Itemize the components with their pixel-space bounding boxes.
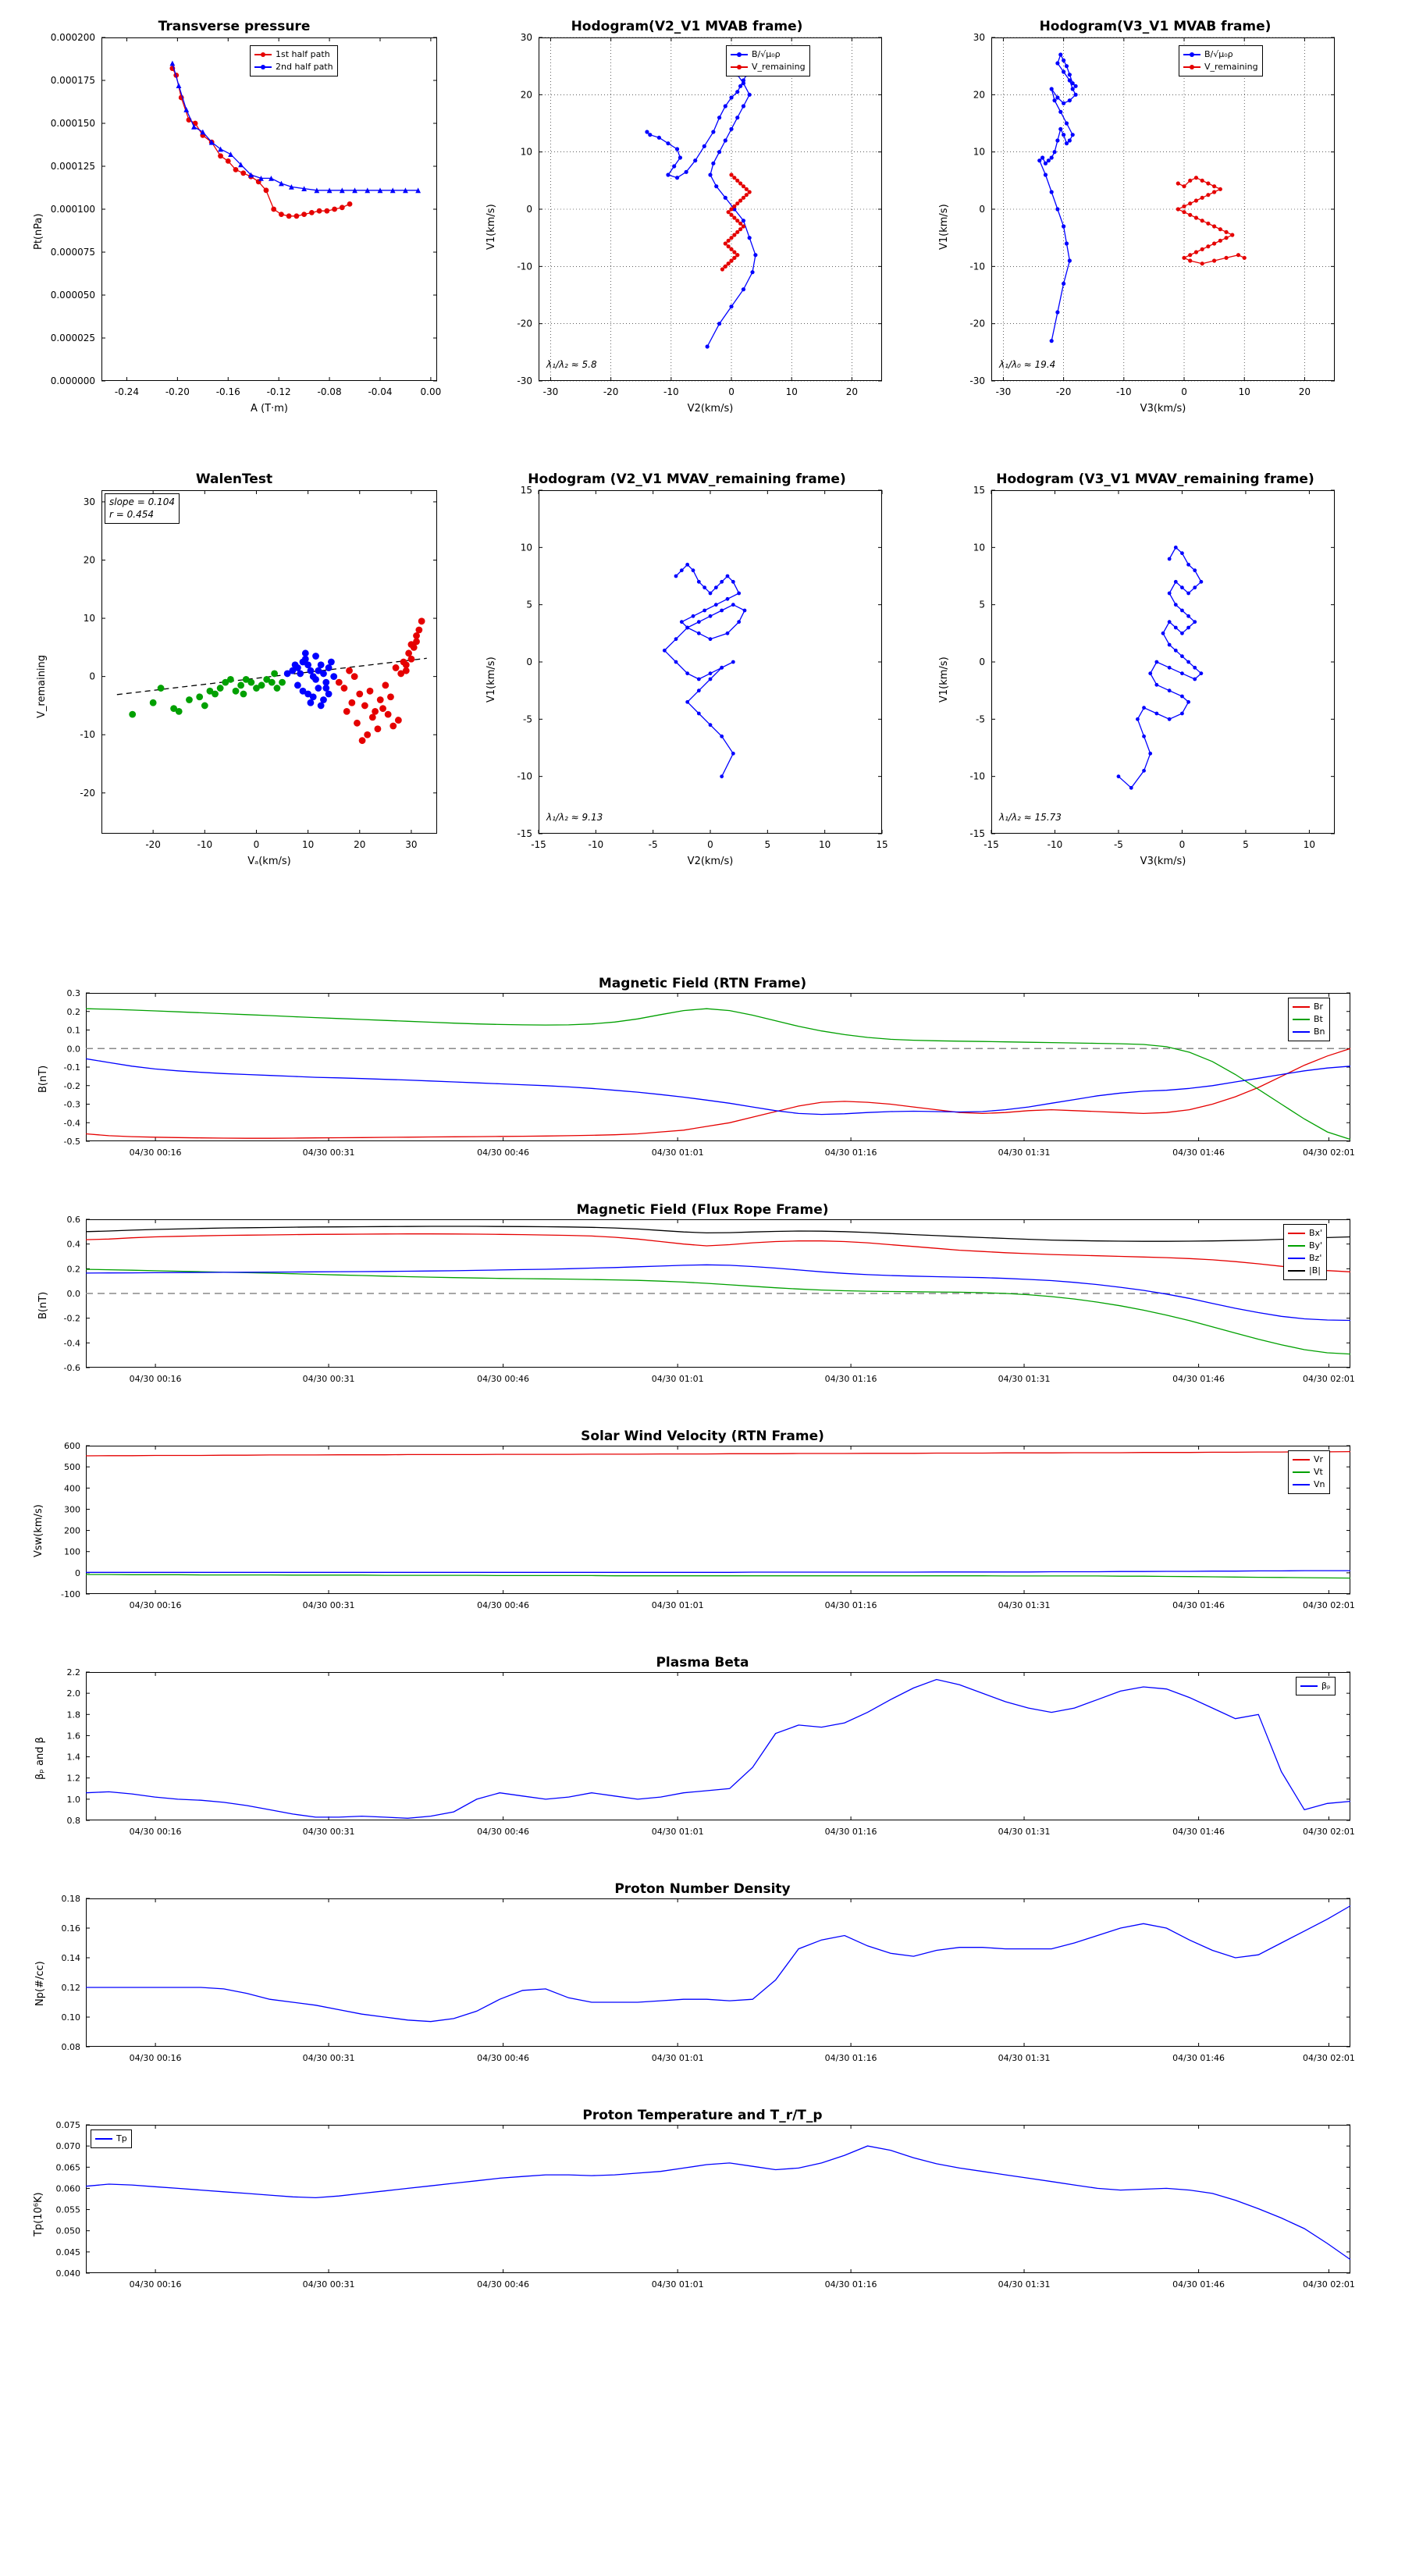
chart-title: Hodogram (V3_V1 MVAV_remaining frame): [996, 471, 1314, 487]
svg-text:-0.3: -0.3: [63, 1099, 80, 1110]
legend-swatch: [1300, 1685, 1318, 1687]
svg-text:-0.2: -0.2: [63, 1080, 80, 1091]
svg-text:-20: -20: [603, 386, 619, 397]
svg-text:1.4: 1.4: [66, 1752, 80, 1763]
legend-item: [1293, 1453, 1325, 1466]
svg-text:0.12: 0.12: [61, 1983, 80, 1993]
svg-text:-0.5: -0.5: [63, 1137, 80, 1147]
svg-text:10: 10: [1238, 386, 1250, 397]
legend: [1179, 45, 1263, 76]
svg-text:5: 5: [1243, 839, 1249, 850]
svg-text:0.055: 0.055: [55, 2204, 80, 2215]
legend-item: [731, 48, 806, 61]
svg-text:20: 20: [1298, 386, 1311, 397]
svg-text:0.050: 0.050: [55, 2226, 80, 2236]
svg-text:-30: -30: [969, 375, 985, 386]
svg-text:10: 10: [520, 542, 532, 553]
svg-text:04/30 00:16: 04/30 00:16: [129, 1600, 182, 1610]
svg-text:10: 10: [819, 839, 831, 850]
svg-text:-5: -5: [976, 713, 985, 725]
svg-text:0: 0: [1181, 386, 1187, 397]
legend-item: [1288, 1227, 1322, 1240]
svg-text:10: 10: [1303, 839, 1316, 850]
svg-text:0: 0: [1179, 839, 1186, 850]
panel-walen-test: [16, 468, 453, 882]
svg-text:200: 200: [64, 1525, 80, 1536]
svg-text:2.2: 2.2: [66, 1667, 80, 1678]
chart-title: Hodogram(V2_V1 MVAB frame): [571, 19, 803, 34]
legend: [1288, 1450, 1330, 1494]
legend-label: Vn: [1314, 1478, 1325, 1489]
chart-title: Transverse pressure: [158, 19, 311, 34]
svg-text:04/30 00:46: 04/30 00:46: [477, 2053, 530, 2063]
svg-text:0.060: 0.060: [55, 2183, 80, 2194]
svg-text:0.0: 0.0: [66, 1289, 80, 1299]
panel-plasma-beta: [16, 1655, 1389, 1858]
legend-item: [1293, 1026, 1325, 1038]
svg-text:500: 500: [64, 1462, 80, 1473]
svg-text:04/30 01:46: 04/30 01:46: [1172, 1600, 1225, 1610]
legend: [250, 45, 338, 76]
svg-text:-30: -30: [542, 386, 559, 397]
svg-text:0.070: 0.070: [55, 2141, 80, 2152]
legend-swatch: [1293, 1471, 1310, 1473]
svg-text:04/30 01:01: 04/30 01:01: [651, 2053, 704, 2063]
slope-value: slope = 0.104: [109, 496, 175, 507]
svg-text:-10: -10: [1047, 839, 1063, 850]
svg-text:04/30 01:31: 04/30 01:31: [998, 2279, 1051, 2290]
eigenvalue-ratio-annotation: λ₁/λ₂ ≈ 9.13: [546, 812, 603, 823]
svg-text:0.000025: 0.000025: [50, 333, 95, 343]
chart-title: Magnetic Field (Flux Rope Frame): [576, 1202, 829, 1218]
y-axis-label: V1(km/s): [486, 656, 497, 703]
correlation-value: r = 0.454: [109, 508, 154, 520]
svg-text:-0.4: -0.4: [63, 1338, 80, 1349]
svg-text:10: 10: [83, 613, 95, 624]
svg-text:10: 10: [785, 386, 798, 397]
legend-label: B/√μ₀ρ: [752, 49, 781, 59]
svg-text:0: 0: [728, 386, 735, 397]
svg-text:-20: -20: [969, 318, 985, 329]
legend: [1296, 1677, 1336, 1695]
svg-text:04/30 02:01: 04/30 02:01: [1303, 1147, 1355, 1158]
svg-text:-0.20: -0.20: [165, 386, 190, 397]
svg-text:04/30 01:31: 04/30 01:31: [998, 1374, 1051, 1384]
svg-text:-15: -15: [517, 828, 532, 839]
y-axis-label: Np(#/cc): [34, 1961, 46, 2006]
legend-label: Tp: [116, 2133, 127, 2144]
y-axis-label: Vsw(km/s): [33, 1504, 44, 1557]
svg-text:04/30 00:16: 04/30 00:16: [129, 1147, 182, 1158]
eigenvalue-ratio-annotation: λ₁/λ₂ ≈ 5.8: [546, 359, 597, 370]
svg-text:-5: -5: [523, 713, 532, 725]
svg-text:04/30 01:31: 04/30 01:31: [998, 1827, 1051, 1837]
legend-item: [1183, 61, 1258, 73]
svg-text:15: 15: [876, 839, 888, 850]
svg-text:0.8: 0.8: [66, 1816, 80, 1826]
svg-text:04/30 00:46: 04/30 00:46: [477, 1147, 530, 1158]
svg-text:04/30 00:16: 04/30 00:16: [129, 2279, 182, 2290]
panel-hodogram-v3-mvab: [921, 16, 1389, 429]
svg-text:20: 20: [354, 839, 366, 850]
svg-text:10: 10: [973, 146, 985, 158]
svg-text:-0.4: -0.4: [63, 1118, 80, 1129]
svg-text:04/30 02:01: 04/30 02:01: [1303, 1827, 1355, 1837]
svg-text:0: 0: [89, 671, 95, 682]
svg-text:-15: -15: [531, 839, 546, 850]
svg-text:0.3: 0.3: [66, 988, 80, 998]
legend-label: By': [1309, 1240, 1323, 1251]
legend-swatch: [1293, 1031, 1310, 1033]
svg-text:04/30 00:31: 04/30 00:31: [302, 2279, 355, 2290]
svg-text:1.6: 1.6: [66, 1731, 80, 1742]
panel-proton-number-density: [16, 1881, 1389, 2084]
svg-text:0.2: 0.2: [66, 1006, 80, 1017]
svg-text:0.6: 0.6: [66, 1215, 80, 1225]
x-axis-label: Vₐ(km/s): [247, 856, 291, 867]
svg-text:10: 10: [973, 542, 985, 553]
legend-item: [1183, 48, 1258, 61]
svg-text:30: 30: [973, 32, 985, 43]
svg-text:10: 10: [520, 146, 532, 158]
svg-text:-0.2: -0.2: [63, 1313, 80, 1324]
legend-item: [731, 61, 806, 73]
legend-swatch: [1288, 1258, 1305, 1259]
x-axis-label: V3(km/s): [1140, 856, 1186, 867]
svg-text:0.000000: 0.000000: [50, 375, 95, 386]
svg-text:0.045: 0.045: [55, 2247, 80, 2258]
svg-text:20: 20: [520, 89, 532, 101]
svg-text:04/30 00:16: 04/30 00:16: [129, 1827, 182, 1837]
svg-text:04/30 01:31: 04/30 01:31: [998, 1147, 1051, 1158]
chart-title: Proton Number Density: [614, 1881, 791, 1897]
svg-text:-30: -30: [995, 386, 1012, 397]
svg-text:04/30 00:16: 04/30 00:16: [129, 2053, 182, 2063]
legend: [91, 2129, 132, 2148]
svg-text:20: 20: [83, 554, 95, 566]
svg-text:0: 0: [253, 839, 260, 850]
chart-title: Hodogram(V3_V1 MVAB frame): [1039, 19, 1272, 34]
svg-text:0.000100: 0.000100: [50, 204, 95, 215]
svg-text:04/30 01:31: 04/30 01:31: [998, 2053, 1051, 2063]
svg-text:04/30 01:46: 04/30 01:46: [1172, 1827, 1225, 1837]
svg-text:-10: -10: [517, 770, 532, 782]
svg-text:04/30 01:31: 04/30 01:31: [998, 1600, 1051, 1610]
svg-text:-10: -10: [517, 261, 532, 272]
legend-item: [254, 61, 333, 73]
svg-text:04/30 01:16: 04/30 01:16: [824, 2279, 877, 2290]
panel-hodogram-v3-mvav: [921, 468, 1389, 882]
svg-text:600: 600: [64, 1441, 80, 1451]
svg-text:-10: -10: [969, 261, 985, 272]
svg-text:-10: -10: [197, 839, 213, 850]
svg-text:5: 5: [526, 599, 532, 610]
legend: [1288, 998, 1330, 1041]
svg-text:0.16: 0.16: [61, 1923, 80, 1934]
legend-swatch: [95, 2138, 112, 2140]
panel-solar-wind-velocity: [16, 1429, 1389, 1631]
svg-text:30: 30: [520, 32, 532, 43]
svg-text:-15: -15: [984, 839, 999, 850]
svg-text:0: 0: [526, 656, 532, 667]
svg-text:04/30 00:31: 04/30 00:31: [302, 1147, 355, 1158]
svg-text:-20: -20: [1055, 386, 1072, 397]
x-axis-label: V3(km/s): [1140, 403, 1186, 415]
chart-title: Magnetic Field (RTN Frame): [598, 976, 807, 991]
legend-item: [1300, 1680, 1331, 1692]
svg-text:-10: -10: [969, 770, 985, 782]
svg-text:-100: -100: [61, 1589, 80, 1599]
panel-hodogram-v2-mvav: [468, 468, 905, 882]
svg-text:-0.1: -0.1: [63, 1062, 80, 1073]
svg-text:-15: -15: [969, 828, 985, 839]
svg-text:0.040: 0.040: [55, 2268, 80, 2279]
eigenvalue-ratio-annotation: λ₁/λ₂ ≈ 15.73: [999, 812, 1062, 823]
legend: [726, 45, 810, 76]
legend-swatch: [1293, 1484, 1310, 1485]
svg-text:04/30 00:16: 04/30 00:16: [129, 1374, 182, 1384]
legend-item: [1293, 1478, 1325, 1491]
svg-text:04/30 01:01: 04/30 01:01: [651, 2279, 704, 2290]
svg-text:0.08: 0.08: [61, 2042, 80, 2052]
legend-label: Bz': [1309, 1252, 1322, 1263]
svg-text:-10: -10: [80, 729, 95, 741]
y-axis-label: V_remaining: [36, 654, 48, 718]
legend-swatch: [1293, 1019, 1310, 1020]
svg-text:15: 15: [973, 485, 985, 496]
svg-text:100: 100: [64, 1546, 80, 1557]
svg-text:04/30 00:31: 04/30 00:31: [302, 1827, 355, 1837]
svg-text:0: 0: [979, 204, 985, 215]
svg-text:04/30 02:01: 04/30 02:01: [1303, 1600, 1355, 1610]
legend-label: V_remaining: [752, 61, 806, 72]
y-axis-label: Pt(nPa): [33, 213, 44, 250]
legend-label: βₚ: [1321, 1681, 1331, 1691]
svg-text:-10: -10: [1116, 386, 1132, 397]
legend-item: [1293, 1001, 1325, 1013]
svg-text:04/30 01:46: 04/30 01:46: [1172, 1147, 1225, 1158]
legend-item: [254, 48, 333, 61]
svg-text:-20: -20: [145, 839, 161, 850]
svg-text:5: 5: [979, 599, 985, 610]
svg-text:04/30 00:31: 04/30 00:31: [302, 1600, 355, 1610]
x-axis-label: A (T·m): [251, 403, 288, 415]
svg-text:04/30 01:16: 04/30 01:16: [824, 1147, 877, 1158]
svg-text:0.065: 0.065: [55, 2162, 80, 2173]
legend-swatch: [1293, 1459, 1310, 1461]
panel-magnetic-field-rtn: [16, 976, 1389, 1179]
legend-label: Vr: [1314, 1454, 1324, 1464]
svg-text:-0.24: -0.24: [114, 386, 139, 397]
svg-text:-10: -10: [588, 839, 604, 850]
svg-text:0: 0: [75, 1567, 80, 1578]
svg-text:30: 30: [405, 839, 418, 850]
svg-text:04/30 01:16: 04/30 01:16: [824, 1374, 877, 1384]
svg-text:-0.12: -0.12: [266, 386, 291, 397]
svg-text:0.14: 0.14: [61, 1953, 80, 1963]
svg-text:2.0: 2.0: [66, 1688, 80, 1699]
svg-text:04/30 01:16: 04/30 01:16: [824, 1827, 877, 1837]
svg-text:0.075: 0.075: [55, 2120, 80, 2130]
svg-text:-30: -30: [517, 375, 532, 386]
svg-text:1.8: 1.8: [66, 1710, 80, 1720]
legend-label: 1st half path: [276, 49, 330, 59]
svg-text:0.4: 0.4: [66, 1239, 80, 1250]
legend-label: Br: [1314, 1002, 1324, 1012]
y-axis-label: V1(km/s): [938, 204, 950, 250]
svg-text:04/30 01:46: 04/30 01:46: [1172, 2279, 1225, 2290]
svg-text:0.1: 0.1: [66, 1025, 80, 1036]
svg-text:0: 0: [707, 839, 713, 850]
svg-text:04/30 01:46: 04/30 01:46: [1172, 2053, 1225, 2063]
svg-text:0.00: 0.00: [420, 386, 442, 397]
legend-label: Vt: [1314, 1466, 1323, 1477]
svg-text:04/30 02:01: 04/30 02:01: [1303, 2053, 1355, 2063]
legend-item: [1293, 1013, 1325, 1026]
svg-text:0: 0: [526, 204, 532, 215]
y-axis-label: B(nT): [37, 1291, 49, 1319]
svg-text:04/30 00:46: 04/30 00:46: [477, 1374, 530, 1384]
legend-label: B/√μ₀ρ: [1204, 49, 1233, 59]
svg-text:-20: -20: [80, 787, 95, 799]
svg-text:04/30 01:01: 04/30 01:01: [651, 1374, 704, 1384]
svg-text:300: 300: [64, 1504, 80, 1515]
svg-text:-0.16: -0.16: [215, 386, 240, 397]
legend-swatch: [1288, 1270, 1305, 1272]
svg-text:04/30 00:31: 04/30 00:31: [302, 2053, 355, 2063]
svg-text:0.000175: 0.000175: [50, 75, 95, 86]
y-axis-label: Tp(10⁶K): [33, 2192, 44, 2236]
panel-magnetic-field-fluxrope: [16, 1202, 1389, 1405]
svg-text:-0.6: -0.6: [63, 1363, 80, 1373]
svg-text:-5: -5: [1113, 839, 1123, 850]
svg-text:-10: -10: [663, 386, 679, 397]
svg-text:0.0: 0.0: [66, 1044, 80, 1055]
legend-swatch: [1288, 1233, 1305, 1234]
svg-text:04/30 00:46: 04/30 00:46: [477, 2279, 530, 2290]
svg-text:0.10: 0.10: [61, 2012, 80, 2023]
chart-title: Hodogram (V2_V1 MVAV_remaining frame): [528, 471, 846, 487]
svg-text:04/30 01:01: 04/30 01:01: [651, 1600, 704, 1610]
svg-text:0.000125: 0.000125: [50, 161, 95, 172]
legend-item: [1293, 1466, 1325, 1478]
chart-title: Proton Temperature and T_r/T_p: [582, 2108, 823, 2123]
svg-text:0.000050: 0.000050: [50, 290, 95, 301]
svg-text:04/30 02:01: 04/30 02:01: [1303, 2279, 1355, 2290]
svg-text:400: 400: [64, 1483, 80, 1494]
svg-text:04/30 01:46: 04/30 01:46: [1172, 1374, 1225, 1384]
panel-hodogram-v2-mvab: [468, 16, 905, 429]
svg-text:0.2: 0.2: [66, 1264, 80, 1275]
legend-label: |B|: [1309, 1265, 1321, 1276]
legend-item: [1288, 1265, 1322, 1277]
legend-swatch: [1293, 1006, 1310, 1008]
legend-label: Bx': [1309, 1228, 1323, 1238]
svg-text:1.0: 1.0: [66, 1794, 80, 1805]
svg-text:-0.04: -0.04: [368, 386, 393, 397]
svg-text:0.000075: 0.000075: [50, 247, 95, 258]
svg-text:15: 15: [520, 485, 532, 496]
panel-transverse-pressure: [16, 16, 453, 429]
svg-text:-20: -20: [517, 318, 532, 329]
svg-text:04/30 00:31: 04/30 00:31: [302, 1374, 355, 1384]
legend-item: [95, 2133, 127, 2145]
legend-item: [1288, 1240, 1322, 1252]
svg-text:04/30 01:16: 04/30 01:16: [824, 2053, 877, 2063]
legend-item: [1288, 1252, 1322, 1265]
legend-label: V_remaining: [1204, 61, 1258, 72]
svg-text:04/30 01:01: 04/30 01:01: [651, 1827, 704, 1837]
panel-proton-temperature: [16, 2108, 1389, 2318]
legend-label: Bt: [1314, 1013, 1323, 1024]
y-axis-label: V1(km/s): [486, 204, 497, 250]
legend-swatch: [1288, 1245, 1305, 1247]
svg-text:5: 5: [764, 839, 771, 850]
x-axis-label: V2(km/s): [687, 403, 734, 415]
svg-text:1.2: 1.2: [66, 1773, 80, 1784]
svg-text:20: 20: [973, 89, 985, 101]
y-axis-label: V1(km/s): [938, 656, 950, 703]
svg-text:04/30 00:46: 04/30 00:46: [477, 1827, 530, 1837]
chart-title: Plasma Beta: [656, 1655, 749, 1670]
svg-text:0.000200: 0.000200: [50, 32, 95, 43]
legend-label: Bn: [1314, 1026, 1325, 1037]
svg-text:0.18: 0.18: [61, 1894, 80, 1904]
legend-label: 2nd half path: [276, 61, 333, 72]
svg-text:04/30 01:16: 04/30 01:16: [824, 1600, 877, 1610]
svg-text:30: 30: [83, 496, 95, 507]
y-axis-label: βₚ and β: [34, 1737, 46, 1780]
svg-text:0: 0: [979, 656, 985, 667]
svg-text:04/30 01:01: 04/30 01:01: [651, 1147, 704, 1158]
svg-text:10: 10: [301, 839, 315, 850]
y-axis-label: B(nT): [37, 1065, 49, 1093]
svg-text:0.000150: 0.000150: [50, 118, 95, 129]
svg-text:-0.08: -0.08: [317, 386, 342, 397]
x-axis-label: V2(km/s): [687, 856, 734, 867]
eigenvalue-ratio-annotation: λ₁/λ₀ ≈ 19.4: [999, 359, 1056, 370]
chart-title: WalenTest: [195, 471, 273, 487]
legend: [1283, 1224, 1327, 1280]
svg-text:20: 20: [845, 386, 859, 397]
svg-text:-5: -5: [648, 839, 658, 850]
svg-text:04/30 02:01: 04/30 02:01: [1303, 1374, 1355, 1384]
chart-title: Solar Wind Velocity (RTN Frame): [581, 1429, 824, 1444]
svg-text:04/30 00:46: 04/30 00:46: [477, 1600, 530, 1610]
fit-parameters-box: [105, 493, 180, 524]
